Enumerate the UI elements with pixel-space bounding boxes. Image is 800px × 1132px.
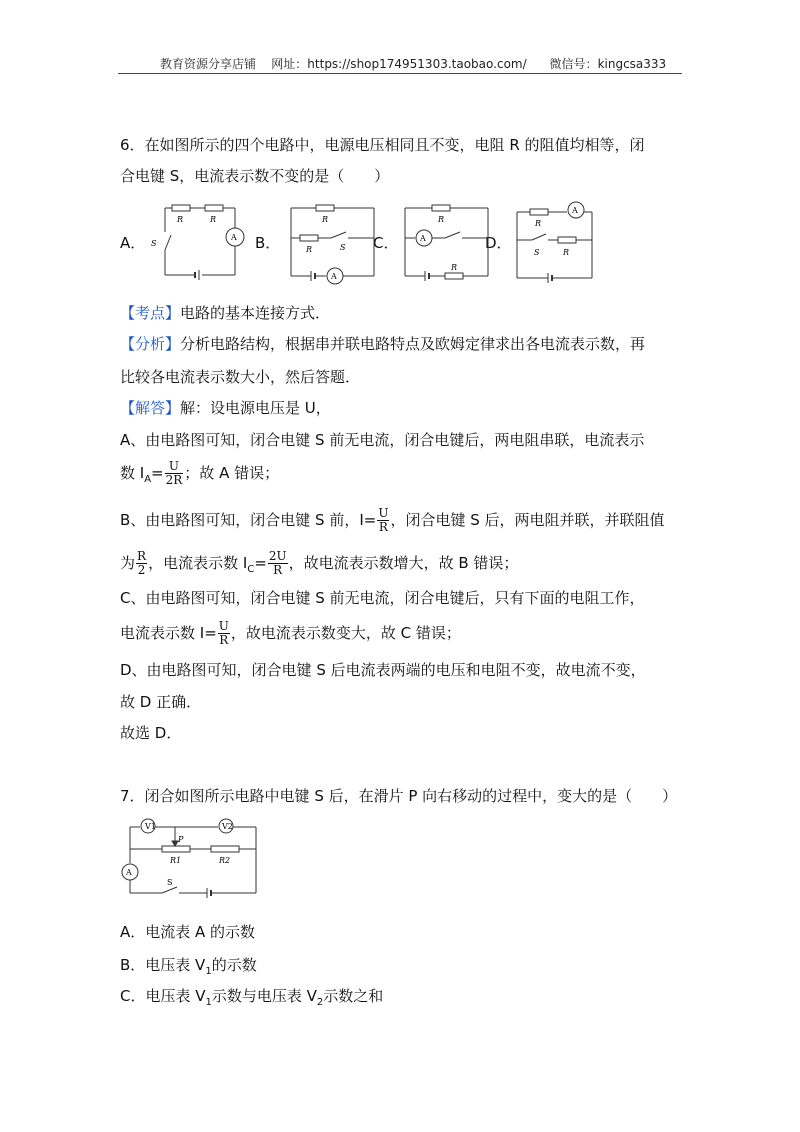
kaodian-text: 电路的基本连接方式．	[180, 304, 331, 322]
fraction-a-den: 2R	[165, 473, 183, 487]
fraction-b1	[377, 507, 389, 534]
shop-name: 教育资源分享店铺	[160, 57, 257, 71]
circuit-a-switch-label: S	[151, 239, 157, 248]
circuit-b-r2-label: R	[306, 245, 313, 254]
circuit-a-r2-label: R	[210, 215, 217, 224]
q7-stem: 7．闭合如图所示电路中电键 S 后，在滑片 P 向右移动的过程中，变大的是（ ）	[120, 787, 678, 805]
circuit-d-ammeter-label: A	[572, 206, 578, 215]
jieda-line	[120, 398, 331, 418]
b2-eq: =	[254, 554, 267, 572]
page-header	[160, 55, 666, 72]
fraction-a-num: U	[165, 460, 184, 474]
a2-eq: =	[151, 464, 164, 482]
kaodian-line	[120, 303, 330, 323]
q6-option-c-label: C．	[373, 234, 399, 252]
q7-v1-label: V1	[145, 822, 156, 831]
q7-switch-label: S	[167, 878, 173, 887]
circuit-b-diagram	[286, 200, 381, 285]
circuit-a-diagram	[150, 200, 245, 285]
q6-stem-line2: 合电键 S，电流表示数不变的是（ ）	[120, 167, 390, 185]
circuit-c-ammeter-label: A	[420, 234, 426, 243]
circuit-c-r1-label: R	[438, 215, 445, 224]
jieda-tag: 【解答】	[120, 399, 181, 417]
fraction-b2	[136, 550, 147, 577]
fraction-c	[218, 620, 230, 647]
circuit-d-diagram	[510, 198, 605, 285]
c2-pre: 电流表示数 I=	[120, 624, 217, 642]
circuit-c-r2-label: R	[451, 263, 458, 272]
circuit-a-ammeter-label: A	[231, 233, 237, 242]
q7-b-pre: B．电压表 V	[120, 956, 206, 974]
fraction-b2-num: R	[137, 549, 147, 563]
a2-post: ；故 A 错误；	[184, 464, 280, 482]
solution-b-line2	[120, 550, 518, 580]
circuit-b-switch-label: S	[340, 243, 346, 252]
circuit-b-r1-label: R	[322, 215, 329, 224]
b2-sub: C	[247, 564, 255, 575]
fenxi-line2: 比较各电流表示数大小，然后答题．	[120, 368, 361, 386]
fraction-b2-den: 2	[137, 563, 146, 577]
header-divider	[118, 73, 682, 74]
q7-c-mid: 示数与电压表 V	[211, 987, 317, 1005]
b1-pre: B、由电路图可知，闭合电键 S 前，I=	[120, 511, 377, 529]
fraction-b1-num: U	[378, 506, 389, 520]
q7-v2-label: V2	[222, 822, 233, 831]
b1-post: ，闭合电键 S 后，两电阻并联，并联阻值	[390, 511, 665, 529]
q7-option-b	[120, 955, 257, 982]
q7-r1-label: R1	[170, 856, 182, 865]
c2-post: ，故电流表示数变大，故 C 错误；	[230, 624, 461, 642]
a2-pre: 数 I	[120, 464, 145, 482]
solution-a-line2	[120, 460, 279, 490]
q6-stem-line1: 6．在如图所示的四个电路中，电源电压相同且不变，电阻 R 的阻值均相等，闭	[120, 136, 645, 154]
circuit-q7-diagram	[120, 815, 265, 900]
fenxi-line1	[120, 334, 645, 354]
kaodian-tag: 【考点】	[120, 304, 181, 322]
circuit-b-ammeter-label: A	[331, 272, 337, 281]
solution-b-line1	[120, 507, 665, 534]
q7-option-a: A．电流表 A 的示数	[120, 923, 256, 941]
q7-r2-label: R2	[219, 856, 231, 865]
solution-c-line1: C、由电路图可知，闭合电键 S 前无电流，闭合电键后，只有下面的电阻工作，	[120, 589, 645, 607]
q7-b-sub: 1	[205, 966, 212, 977]
wechat-id: kingcsa333	[597, 57, 667, 71]
site-url[interactable]: https://shop174951303.taobao.com/	[307, 57, 527, 71]
site-label: 网址：	[271, 57, 308, 71]
q7-c-post: 示数之和	[323, 987, 384, 1005]
solution-d-line1: D、由电路图可知，闭合电键 S 后电流表两端的电压和电阻不变，故电流不变，	[120, 661, 646, 679]
q7-c-pre: C．电压表 V	[120, 987, 206, 1005]
fraction-b3-den: R	[273, 563, 283, 577]
fraction-c-num: U	[218, 619, 229, 633]
fraction-c-den: R	[219, 633, 229, 647]
q7-option-c	[120, 986, 383, 1013]
circuit-c-diagram	[400, 200, 495, 285]
wechat-label: 微信号：	[549, 57, 598, 71]
fraction-a	[165, 460, 184, 487]
b2-pre: 为	[120, 554, 136, 572]
q7-c-sub2: 2	[316, 997, 324, 1008]
b2-post: ，故电流表示数增大，故 B 错误；	[288, 554, 519, 572]
solution-d-line2: 故 D 正确．	[120, 693, 202, 711]
q7-b-post: 的示数	[211, 956, 257, 974]
fenxi-tag: 【分析】	[120, 335, 181, 353]
fraction-b3	[268, 550, 288, 577]
q7-c-sub1: 1	[205, 997, 212, 1008]
fraction-b1-den: R	[378, 520, 388, 534]
circuit-d-r2-label: R	[563, 248, 570, 257]
q7-slider-label: P	[178, 835, 184, 844]
q6-option-b-label: B．	[255, 234, 281, 252]
q6-option-a-label: A．	[120, 234, 146, 252]
circuit-a-r1-label: R	[177, 215, 184, 224]
circuit-d-switch-label: S	[534, 248, 540, 257]
q6-answer: 故选 D．	[120, 724, 182, 742]
fenxi-text1: 分析电路结构，根据串并联电路特点及欧姆定律求出各电流表示数，再	[180, 335, 646, 353]
solution-c-line2	[120, 620, 461, 647]
jieda-text: 解：设电源电压是 U，	[180, 399, 331, 417]
q7-ammeter-label: A	[126, 868, 132, 877]
circuit-d-r1-label: R	[535, 219, 542, 228]
fraction-b3-num: 2U	[268, 549, 287, 563]
solution-a-line1: A、由电路图可知，闭合电键 S 前无电流，闭合电键后，两电阻串联，电流表示	[120, 431, 645, 449]
q6-option-d-label: D．	[485, 234, 512, 252]
b2-mid: ，电流表示数 I	[148, 554, 248, 572]
a2-sub: A	[144, 474, 152, 485]
